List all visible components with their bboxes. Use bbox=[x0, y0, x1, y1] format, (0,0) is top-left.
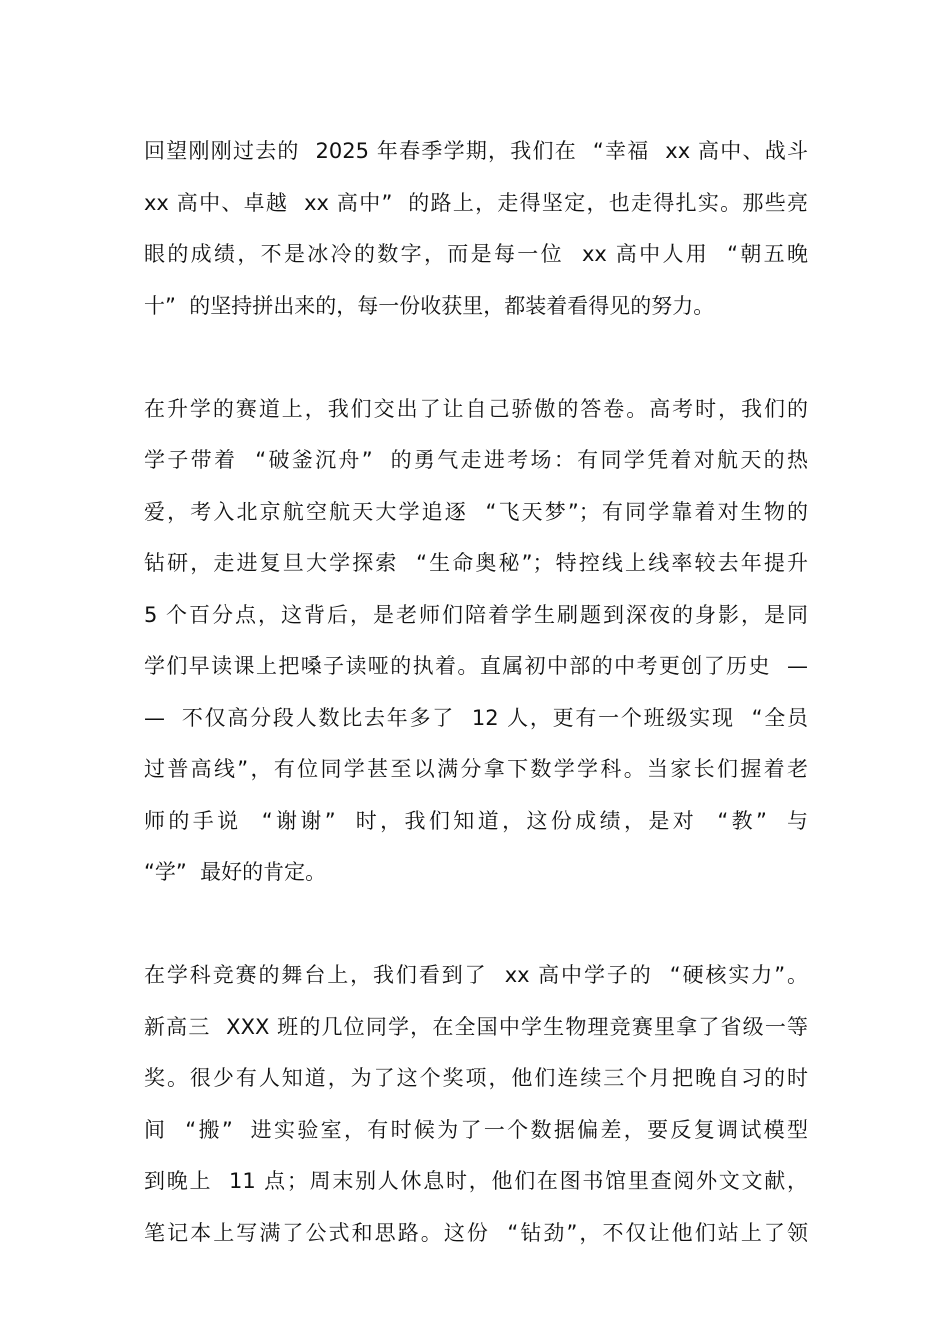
document-body bbox=[144, 126, 808, 1259]
text-line: “学” 最好的肯定。 bbox=[144, 860, 327, 884]
text-line: 在升学的赛道上，我们交出了让自己骄傲的答卷。高考时，我们的 bbox=[144, 396, 808, 421]
text-line: 师的手说 “谢谢” 时，我们知道，这份成绩，是对 “教” 与 bbox=[144, 808, 808, 833]
paragraph bbox=[144, 384, 808, 899]
text-line: 爱，考入北京航空航天大学追逐 “飞天梦”；有同学靠着对生物的 bbox=[144, 499, 808, 524]
paragraph-spacer bbox=[144, 899, 808, 951]
paragraph-spacer bbox=[144, 332, 808, 384]
text-line: — 不仅高分段人数比去年多了 12 人，更有一个班级实现 “全员 bbox=[144, 705, 808, 730]
text-line: 5 个百分点，这背后，是老师们陪着学生刷题到深夜的身影，是同 bbox=[144, 602, 808, 627]
paragraph bbox=[144, 950, 808, 1259]
text-line: 过普高线”，有位同学甚至以满分拿下数学学科。当家长们握着老 bbox=[144, 757, 808, 781]
text-line: 新高三 XXX 班的几位同学，在全国中学生物理竞赛里拿了省级一等 bbox=[144, 1014, 808, 1039]
text-line: 学们早读课上把嗓子读哑的执着。直属初中部的中考更创了历史 — bbox=[144, 654, 808, 678]
text-line: 在学科竞赛的舞台上，我们看到了 xx 高中学子的 “硬核实力”。 bbox=[144, 963, 808, 987]
paragraph bbox=[144, 126, 808, 332]
text-line: 学子带着 “破釜沉舟” 的勇气走进考场：有同学凭着对航天的热 bbox=[144, 448, 808, 472]
text-line: 间 “搬” 进实验室，有时候为了一个数据偏差，要反复调试模型 bbox=[144, 1117, 808, 1142]
text-line: 到晚上 11 点；周末别人休息时，他们在图书馆里查阅外文文献， bbox=[144, 1169, 808, 1193]
text-line: 十” 的坚持拼出来的，每一份收获里，都装着看得见的努力。 bbox=[144, 293, 715, 318]
text-line: xx 高中、卓越 xx 高中” 的路上，走得坚定，也走得扎实。那些亮 bbox=[144, 190, 808, 215]
text-line: 眼的成绩，不是冰冷的数字，而是每一位 xx 高中人用 “朝五晚 bbox=[144, 242, 808, 266]
text-line: 回望刚刚过去的 2025 年春季学期，我们在 “幸福 xx 高中、战斗 bbox=[144, 139, 808, 163]
text-line: 奖。很少有人知道，为了这个奖项，他们连续三个月把晚自习的时 bbox=[144, 1066, 808, 1090]
text-line: 笔记本上写满了公式和思路。这份 “钻劲”，不仅让他们站上了领 bbox=[144, 1220, 808, 1245]
text-line: 钻研，走进复旦大学探索 “生命奥秘”；特控线上线率较去年提升 bbox=[144, 551, 808, 575]
